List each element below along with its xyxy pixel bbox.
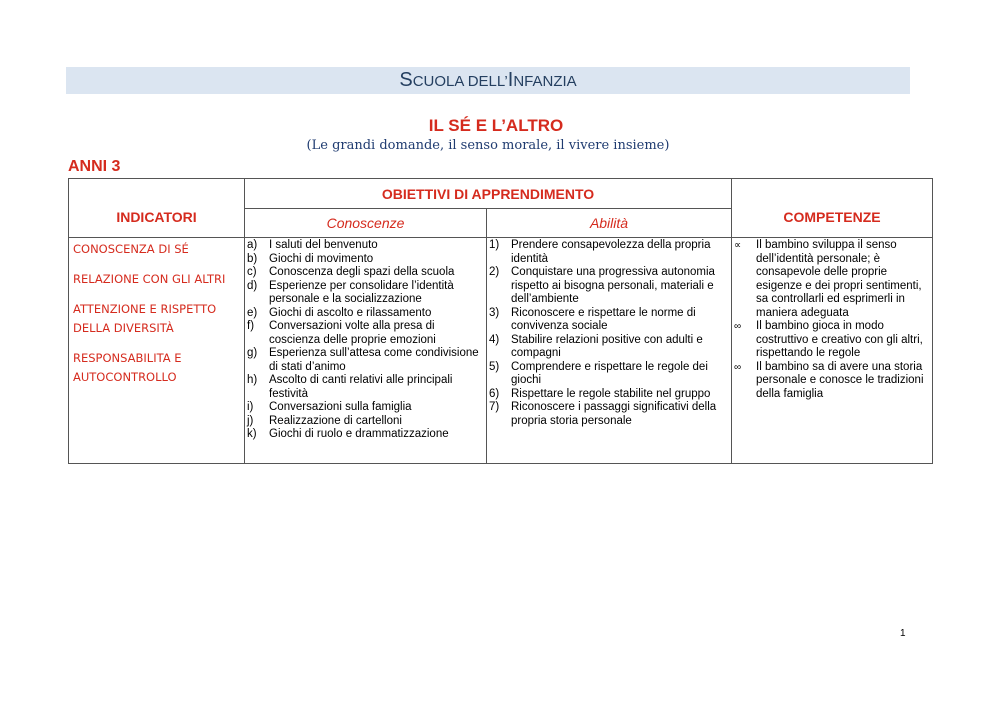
- document-title: IL SÉ E L’ALTRO: [428, 116, 564, 135]
- list-item: [734, 361, 930, 402]
- list-item: [489, 239, 729, 266]
- list-item: [247, 253, 484, 267]
- list-text: Conversazioni volte alla presa di coscienza delle proprie emozioni: [269, 320, 436, 346]
- list-item: [247, 320, 484, 347]
- list-item: [247, 374, 484, 401]
- list-text: Prendere consapevolezza della propria identità: [511, 239, 711, 265]
- list-text: Rispettare le regole stabilite nel gruppo: [511, 387, 711, 400]
- list-item: [734, 239, 930, 320]
- skills-cell: [487, 238, 732, 464]
- list-text: Realizzazione di cartelloni: [269, 414, 402, 427]
- list-marker: k): [247, 428, 257, 440]
- list-text: Stabilire relazioni positive con adulti e compagni: [511, 333, 703, 359]
- list-marker: 4): [489, 333, 500, 346]
- list-item: [247, 428, 484, 442]
- list-text: Ascolto di canti relativi alle principali festività: [269, 374, 453, 400]
- list-marker: g): [247, 347, 258, 359]
- list-text: Il bambino gioca in modo costruttivo e creativo con gli altri, rispettando le regole: [756, 320, 923, 359]
- list-marker: 6): [489, 387, 500, 400]
- bullet-icon: ∝: [734, 240, 742, 251]
- header-apostrophe: ’: [504, 73, 508, 90]
- list-marker: e): [247, 306, 258, 319]
- competences-header-cell: [732, 179, 933, 238]
- list-text: Riconoscere i passaggi significativi della propria storia personale: [511, 401, 717, 427]
- list-marker: f): [247, 320, 255, 332]
- indicator-item: RESPONSABILITA E AUTOCONTROLLO: [73, 351, 182, 384]
- list-marker: 3): [489, 306, 500, 319]
- indicator-item: RELAZIONE CON GLI ALTRI: [73, 272, 226, 286]
- knowledge-header-cell: [245, 209, 487, 238]
- list-text: Riconoscere e rispettare le norme di convivenza sociale: [511, 306, 696, 332]
- list-marker: 1): [489, 239, 500, 251]
- document-subtitle: (Le grandi domande, il senso morale, il vivere insieme): [306, 138, 670, 153]
- skills-list: [487, 238, 731, 428]
- list-item: [247, 239, 484, 253]
- header-initial-s: S: [399, 69, 413, 91]
- list-text: I saluti del benvenuto: [269, 239, 378, 251]
- objectives-header: OBIETTIVI DI APPRENDIMENTO: [381, 185, 595, 202]
- indicators-cell: [69, 238, 245, 464]
- competences-header: COMPETENZE: [783, 209, 881, 225]
- list-item: [247, 307, 484, 321]
- list-text: Giochi di ascolto e rilassamento: [269, 306, 432, 319]
- list-item: [489, 401, 729, 428]
- knowledge-header: Conoscenze: [326, 215, 405, 231]
- list-marker: j): [247, 414, 254, 427]
- header-rest-2: NFANZIA: [513, 73, 577, 90]
- list-marker: b): [247, 252, 258, 265]
- knowledge-cell: [245, 238, 487, 464]
- objectives-header-cell: [245, 179, 732, 209]
- list-text: Esperienze per consolidare l’identità personale e la socializzazione: [269, 279, 454, 305]
- list-text: Conversazioni sulla famiglia: [269, 401, 412, 413]
- list-marker: h): [247, 374, 258, 386]
- list-text: Il bambino sviluppa il senso dell’identità personale; è consapevole delle proprie esigenze e dei propri sentimenti, sa controllarli ed esprimerli in maniera adeguata: [756, 239, 922, 319]
- competences-list: [732, 238, 932, 401]
- school-section-header: [66, 67, 910, 94]
- age-label: ANNI 3: [68, 158, 121, 175]
- list-marker: c): [247, 266, 257, 278]
- list-item: [489, 266, 729, 307]
- list-text: Conoscenza degli spazi della scuola: [269, 266, 455, 278]
- list-item: [247, 401, 484, 415]
- list-marker: d): [247, 279, 258, 292]
- indicators-list: [69, 238, 244, 387]
- list-marker: i): [247, 401, 254, 413]
- indicators-header: INDICATORI: [116, 209, 197, 225]
- indicator-item: CONOSCENZA DI SÉ: [73, 242, 189, 256]
- list-item: [489, 307, 729, 334]
- skills-header-cell: [487, 209, 732, 238]
- learning-objectives-table: [68, 178, 933, 464]
- list-marker: 7): [489, 401, 500, 413]
- header-initial-i: I: [507, 69, 514, 91]
- list-marker: a): [247, 239, 258, 251]
- list-marker: 5): [489, 360, 500, 373]
- list-text: Conquistare una progressiva autonomia rispetto ai bisogna personali, materiali e dell’ambiente: [511, 266, 715, 305]
- list-item: [247, 266, 484, 280]
- list-item: [247, 280, 484, 307]
- list-item: [247, 347, 484, 374]
- list-text: Giochi di ruolo e drammatizzazione: [269, 428, 449, 440]
- list-text: Giochi di movimento: [269, 252, 374, 265]
- bullet-icon: ∞: [734, 321, 742, 332]
- knowledge-list: [245, 238, 486, 442]
- list-item: [489, 388, 729, 402]
- header-rest-1: CUOLA DELL: [412, 73, 505, 90]
- page-number: 1: [900, 628, 906, 639]
- list-item: [247, 415, 484, 429]
- indicators-header-cell: [69, 179, 245, 238]
- list-item: [734, 320, 930, 361]
- competences-cell: [732, 238, 933, 464]
- skills-header: Abilità: [589, 215, 629, 231]
- list-text: Comprendere e rispettare le regole dei giochi: [511, 360, 708, 386]
- list-marker: 2): [489, 266, 500, 278]
- list-text: Il bambino sa di avere una storia personale e conosce le tradizioni della famiglia: [756, 360, 924, 400]
- list-item: [489, 334, 729, 361]
- list-item: [489, 361, 729, 388]
- list-text: Esperienza sull’attesa come condivisione di stati d’animo: [269, 347, 479, 373]
- indicator-item: ATTENZIONE E RISPETTO DELLA DIVERSITÀ: [73, 302, 217, 335]
- bullet-icon: ∞: [734, 361, 742, 373]
